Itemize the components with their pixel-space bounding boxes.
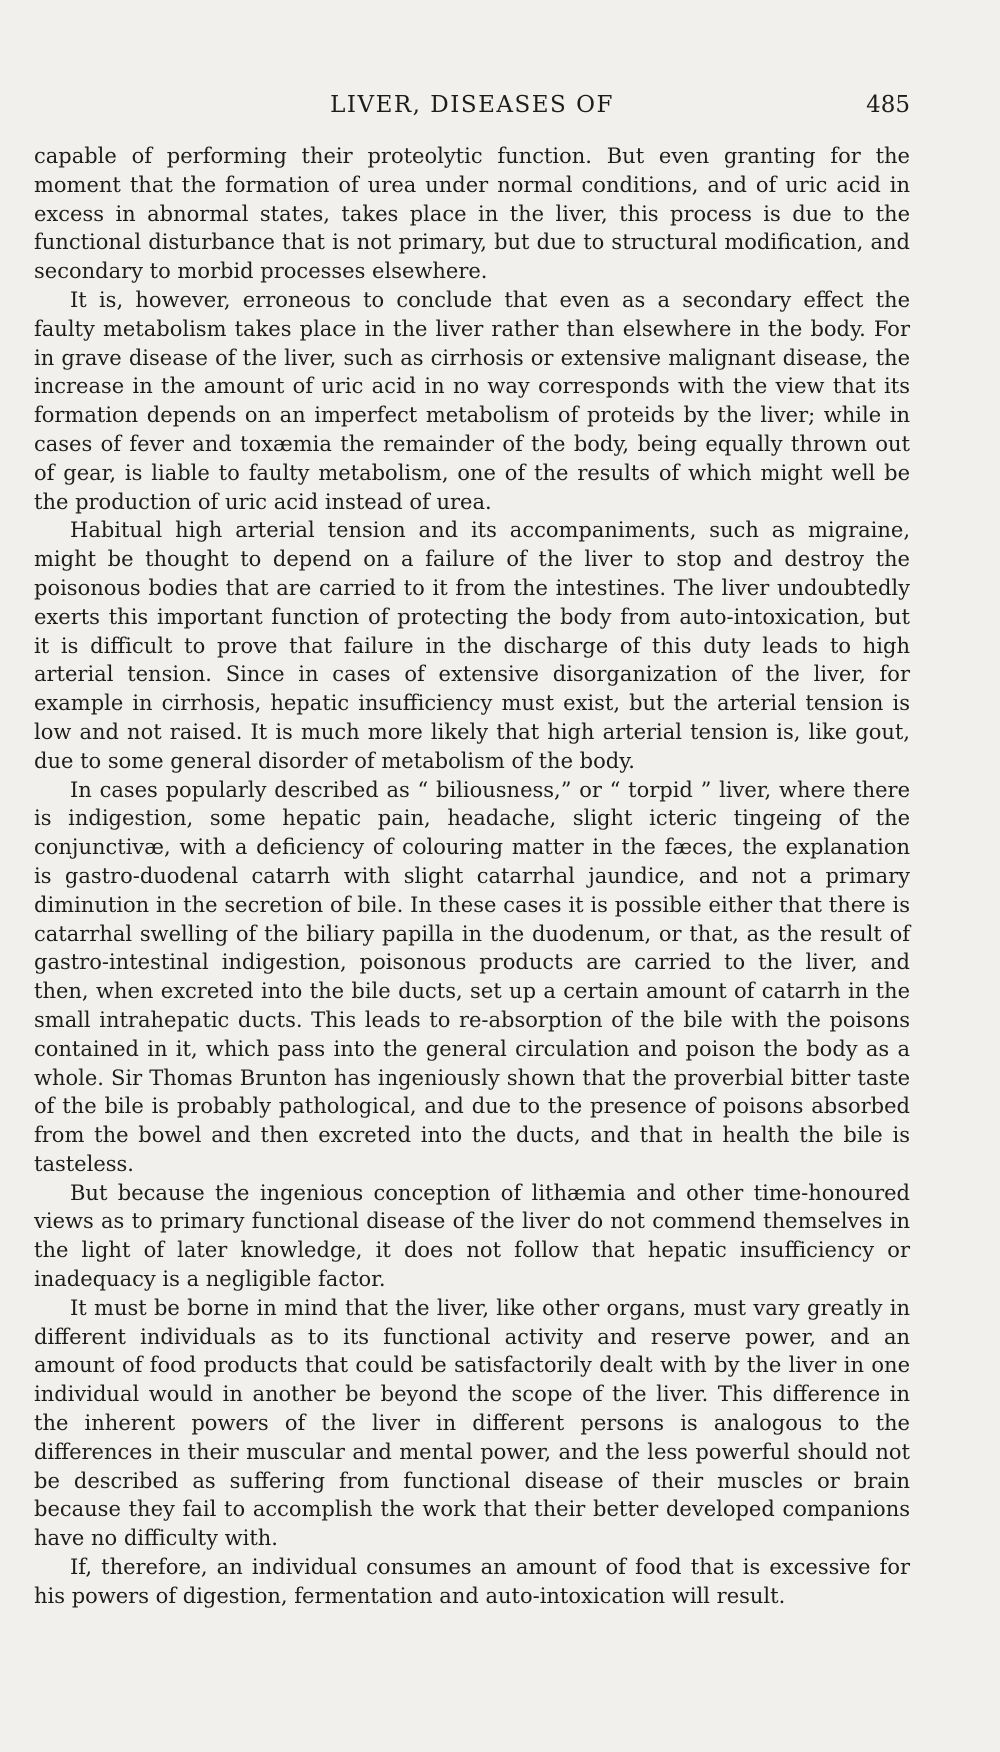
- body-text: [34, 142, 910, 1611]
- paragraph-excessive-food: If, therefore, an individual consumes an amount of food that is excessive for his powers of digestion, fermentation and auto-intoxication will result.: [34, 1555, 910, 1608]
- page-header: [34, 88, 910, 122]
- paragraph-arterial-tension: Habitual high arterial tension and its accompaniments, such as migraine, might be thought to depend on a failure of the liver to stop and destroy the poisonous bodies that are carried to it from the intestines. The liver undoubtedly exerts this important function of protecting the body from auto-intoxication, but it is difficult to prove that failure in the discharge of this duty leads to high arterial tension. Since in cases of extensive disorganization of the liver, for example in cirrhosis, hepatic insufficiency must exist, but the arterial tension is low and not raised. It is much more likely that high arterial tension is, like gout, due to some general disorder of metabolism of the body.: [34, 518, 910, 773]
- paragraph-faulty-metabolism: It is, however, erroneous to conclude that even as a secondary effect the faulty metabolism takes place in the liver rather than elsewhere in the body. For in grave disease of the liver, such as cirrhosis or extensive malignant disease, the increase in the amount of uric acid in no way corresponds with the view that its formation depends on an imperfect metabolism of proteids by the liver; while in cases of fever and toxæmia the remainder of the body, being equally thrown out of gear, is liable to faulty metabolism, one of the results of which might well be the production of uric acid instead of urea.: [34, 287, 910, 514]
- page-number: 485: [866, 92, 910, 118]
- paragraph-functional-activity: It must be borne in mind that the liver, like other organs, must vary greatly in different individuals as to its functional activity and reserve power, and an amount of food products that could be satisfactorily dealt with by the liver in one individual would in another be beyond the scope of the liver. This difference in the inherent powers of the liver in different persons is analogous to the differences in their muscular and mental power, and the less powerful should not be described as suffering from functional disease of their muscles or brain because they fail to accomplish the work that their better developed companions have no difficulty with.: [34, 1295, 910, 1551]
- paragraph-lithaemia: But because the ingenious conception of lithæmia and other time-honoured views as to primary functional disease of the liver do not commend themselves in the light of later knowledge, it does not follow that hepatic insufficiency or inadequacy is a negligible factor.: [34, 1180, 910, 1292]
- running-head: LIVER, DISEASES OF: [330, 92, 614, 118]
- paragraph-continued: capable of performing their proteolytic function. But even granting for the moment that the formation of urea under normal conditions, and of uric acid in excess in abnormal states, takes place in the liver, this process is due to the functional disturbance that is not primary, but due to structural modification, and secondary to morbid processes elsewhere.: [34, 144, 910, 284]
- paragraph-biliousness: In cases popularly described as “ biliousness,” or “ torpid ” liver, where there is indigestion, some hepatic pain, headache, slight icteric tingeing of the conjunctivæ, with a deficiency of colouring matter in the fæces, the explanation is gastro-duodenal catarrh with slight catarrhal jaundice, and not a primary diminution in the secretion of bile. In these cases it is possible either that there is catarrhal swelling of the biliary papilla in the duodenum, or that, as the result of gastro-intestinal indigestion, poisonous products are carried to the liver, and then, when excreted into the bile ducts, set up a certain amount of catarrh in the small intrahepatic ducts. This leads to re-absorption of the bile with the poisons contained in it, which pass into the general circulation and poison the body as a whole. Sir Thomas Brunton has ingeniously shown that the proverbial bitter taste of the bile is probably pathological, and due to the presence of poisons absorbed from the bowel and then excreted into the ducts, and that in health the bile is tasteless.: [34, 777, 910, 1176]
